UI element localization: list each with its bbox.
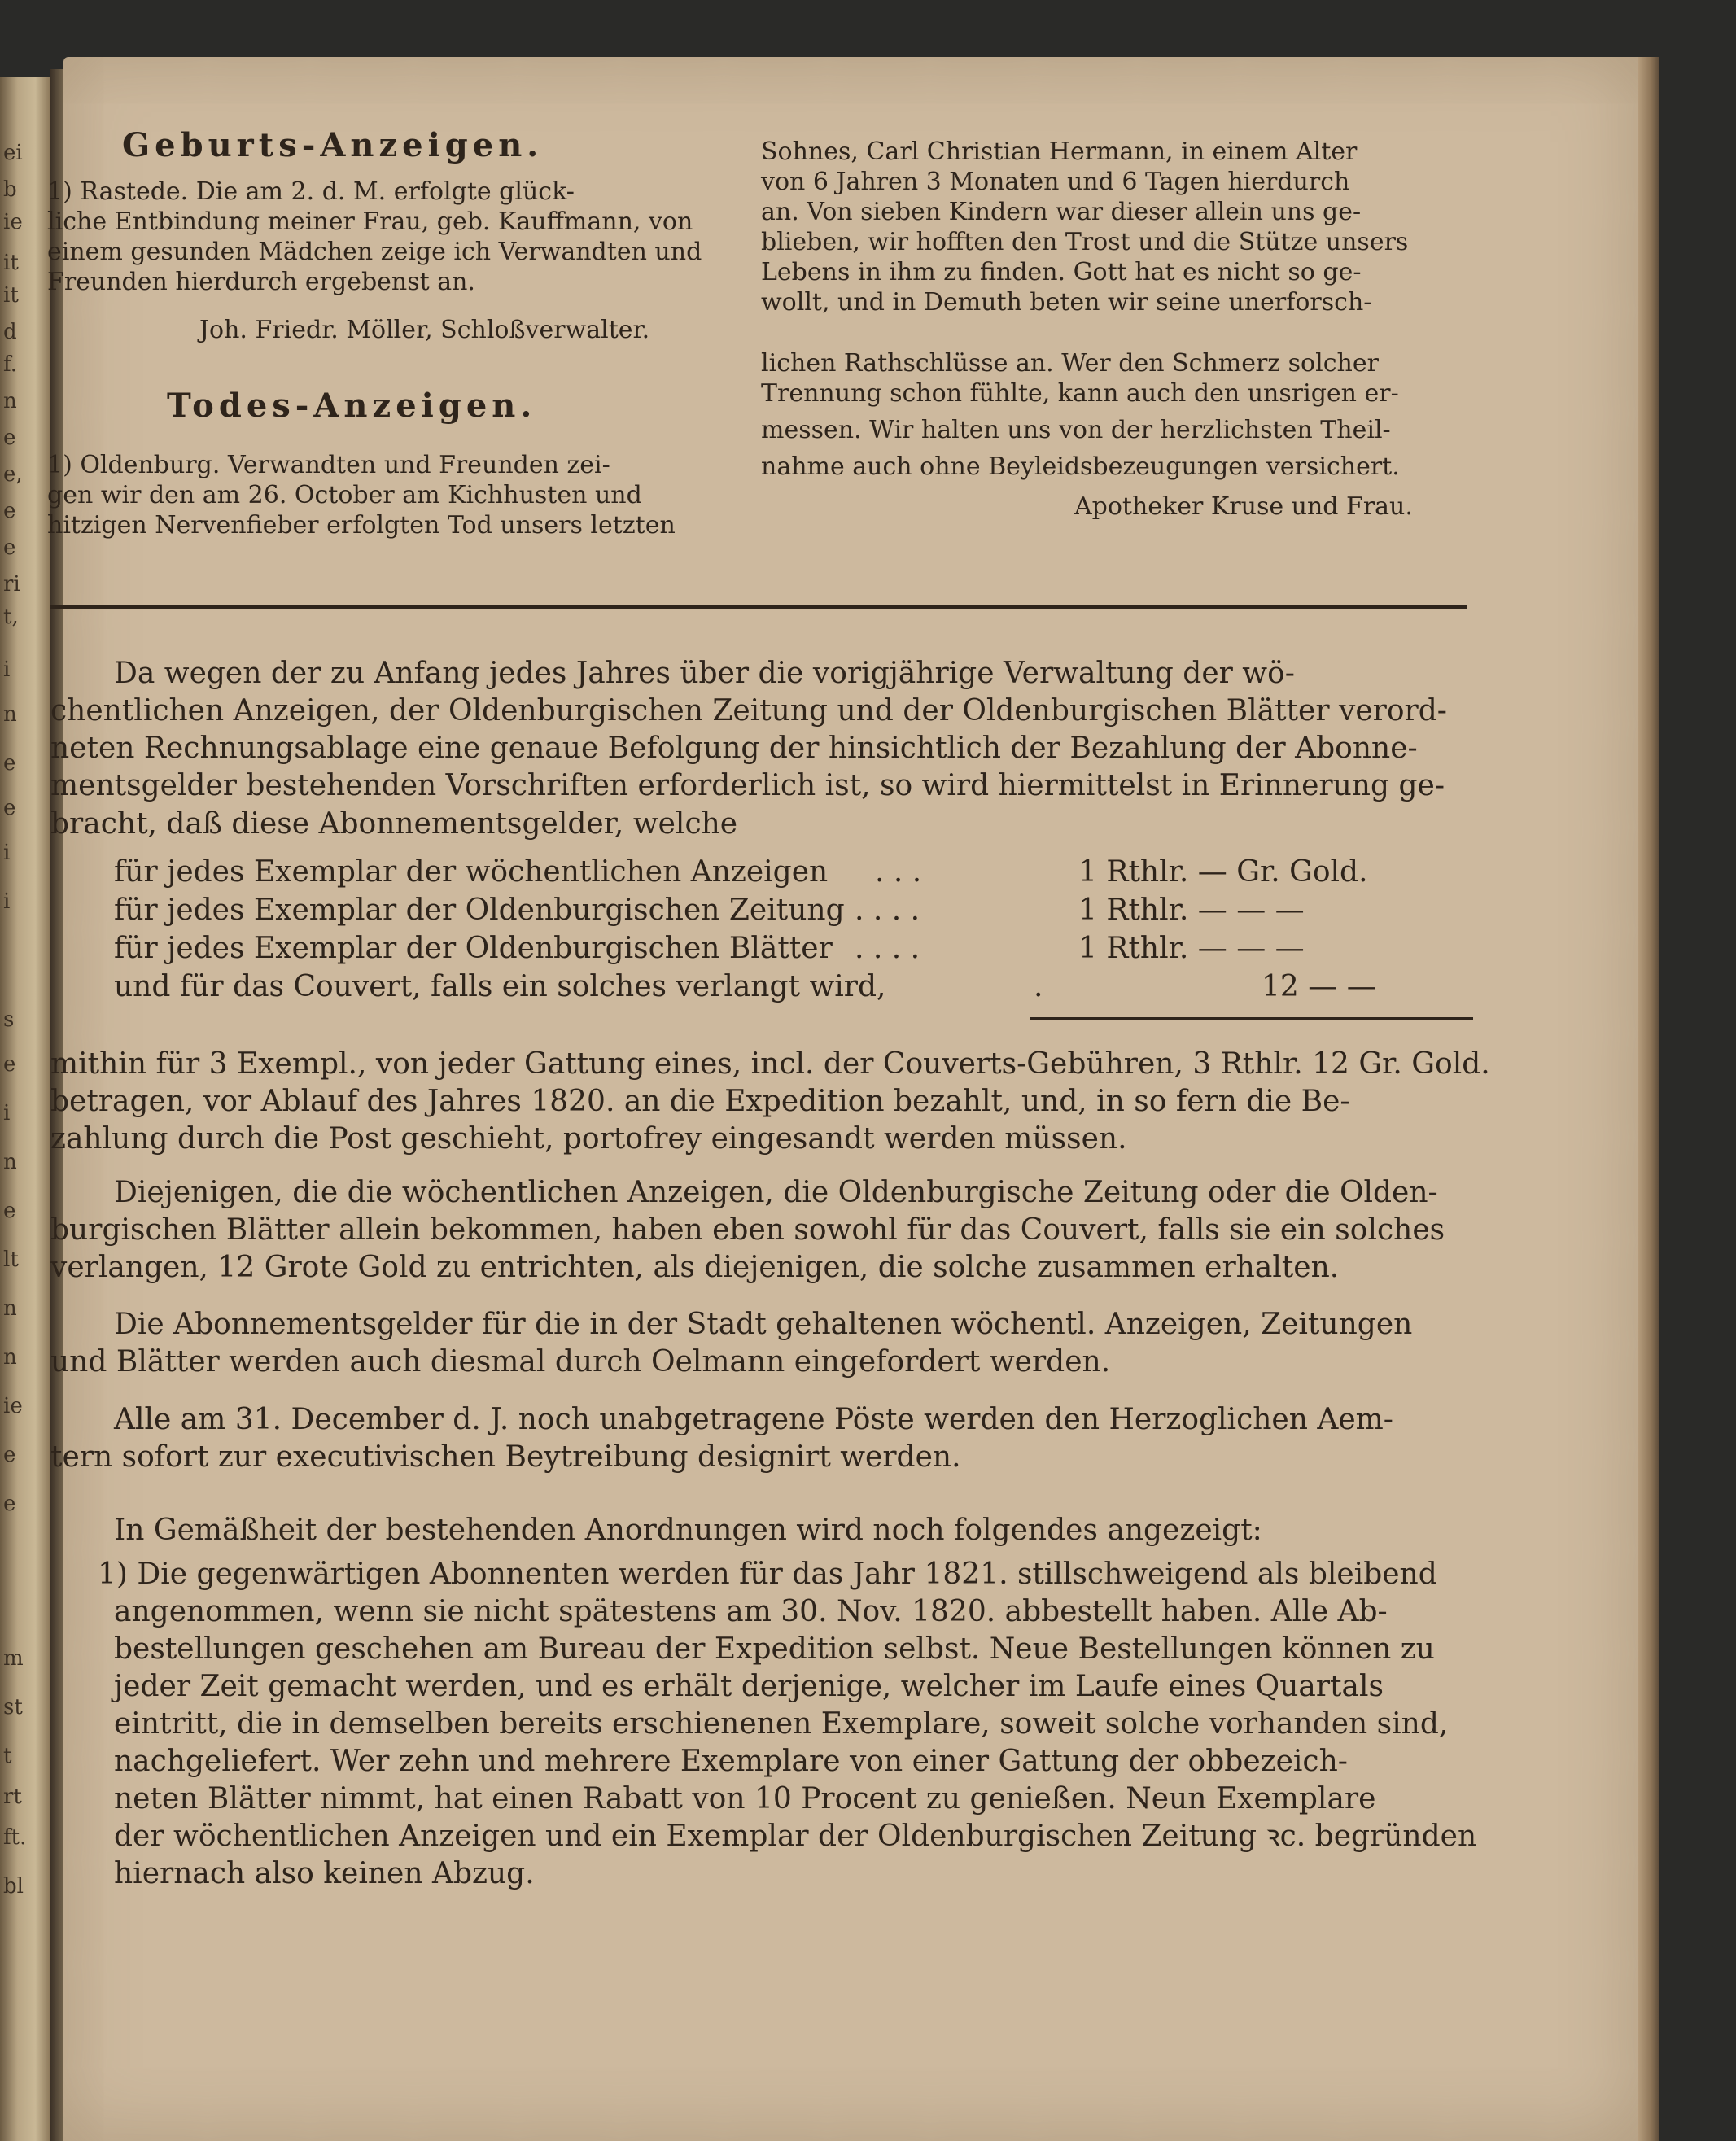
prev-page-fragment: t,: [3, 605, 19, 629]
prev-page-fragment: rt: [3, 1785, 22, 1809]
birth-notice-line: liche Entbindung meiner Frau, geb. Kauffmann, von: [47, 208, 693, 236]
death-notice-line: an. Von sieben Kindern war dieser allein uns ge-: [761, 198, 1362, 226]
notice-intro-line: neten Rechnungsablage eine genaue Befolgung der hinsichtlich der Bezahlung der Abonne-: [50, 732, 1418, 765]
prev-page-fragment: d: [3, 320, 17, 344]
prev-page-fragment: ft.: [3, 1825, 27, 1850]
notice-intro-line: mentsgelder bestehenden Vorschriften erforderlich ist, so wird hiermittelst in Erinnerung ge-: [50, 769, 1445, 802]
death-notice-line: Trennung schon fühlte, kann auch den unsrigen er-: [761, 379, 1399, 408]
fee-label: für jedes Exemplar der wöchentlichen Anzeigen: [114, 855, 829, 889]
prev-page-fragment: st: [3, 1695, 23, 1719]
notice-rules-line: hiernach also keinen Abzug.: [114, 1857, 535, 1890]
notice-total-line: zahlung durch die Post geschieht, portofrey eingesandt werden müssen.: [50, 1122, 1127, 1156]
prev-page-fragment: it: [3, 283, 19, 308]
notice-total-line: betragen, vor Ablauf des Jahres 1820. an die Expedition bezahlt, und, in so fern die Be-: [50, 1085, 1350, 1118]
death-notice-line: nahme auch ohne Beyleidsbezeugungen versichert.: [761, 452, 1400, 481]
section-divider: [50, 605, 1467, 609]
death-notice-line: messen. Wir halten uns von der herzlichsten Theil-: [761, 416, 1391, 444]
prev-page-fragment: i: [3, 841, 11, 865]
prev-page-fragment: ie: [3, 210, 23, 234]
fee-dots: .: [1034, 970, 1043, 1003]
prev-page-fragment: n: [3, 702, 17, 727]
prev-page-fragment: n: [3, 1296, 17, 1321]
notice-couvert-line: Diejenigen, die die wöchentlichen Anzeigen, die Oldenburgische Zeitung oder die Olden-: [114, 1176, 1438, 1209]
notice-rules-line: nachgeliefert. Wer zehn und mehrere Exemplare von einer Gattung der obbezeich-: [114, 1745, 1348, 1778]
prev-page-fragment: bl: [3, 1874, 24, 1898]
fee-amount: 12 — —: [1262, 970, 1376, 1003]
prev-page-fragment: ie: [3, 1394, 23, 1418]
notice-city-line: Die Abonnementsgelder für die in der Stadt gehaltenen wöchentl. Anzeigen, Zeitungen: [114, 1308, 1413, 1341]
notice-rules-line: jeder Zeit gemacht werden, und es erhält derjenige, welcher im Laufe eines Quartals: [114, 1670, 1384, 1703]
death-notice-line: gen wir den am 26. October am Kichhusten und: [47, 481, 642, 509]
prev-page-fragment: i: [3, 1101, 11, 1125]
notice-rules-line: In Gemäßheit der bestehenden Anordnungen wird noch folgendes angezeigt:: [114, 1514, 1262, 1547]
prev-page-fragment: s: [3, 1007, 15, 1032]
fee-row: [114, 854, 1465, 890]
prev-page-fragment: i: [3, 889, 11, 914]
prev-page-fragment: ri: [3, 572, 20, 596]
prev-page-fragment: e: [3, 535, 16, 560]
sum-rule: [1030, 1017, 1473, 1020]
prev-page-fragment: e: [3, 1052, 16, 1077]
death-notice-line: 1) Oldenburg. Verwandten und Freunden zei-: [47, 451, 610, 479]
notice-arrears-line: tern sofort zur executivischen Beytreibung designirt werden.: [50, 1440, 961, 1474]
birth-notice-line: einem gesunden Mädchen zeige ich Verwandten und: [47, 238, 702, 266]
prev-page-fragment: t: [3, 1744, 12, 1768]
prev-page-fragment: m: [3, 1646, 24, 1671]
prev-page-fragment: it: [3, 251, 19, 275]
death-notice-line: Sohnes, Carl Christian Hermann, in einem Alter: [761, 138, 1358, 166]
death-notice-line: blieben, wir hofften den Trost und die Stütze unsers: [761, 228, 1409, 256]
notice-arrears-line: Alle am 31. December d. J. noch unabgetragene Pöste werden den Herzoglichen Aem-: [114, 1403, 1393, 1436]
fee-amount: 1 Rthlr. — Gr. Gold.: [1078, 855, 1368, 889]
fee-amount: 1 Rthlr. — — —: [1078, 894, 1305, 927]
birth-notice-line: Freunden hierdurch ergebenst an.: [47, 268, 475, 296]
notice-intro-line: chentlichen Anzeigen, der Oldenburgischen Zeitung und der Oldenburgischen Blätter verord-: [50, 694, 1447, 728]
notice-rules-line: 1) Die gegenwärtigen Abonnenten werden für das Jahr 1821. stillschweigend als bleibend: [98, 1558, 1437, 1591]
prev-page-fragment: e: [3, 426, 16, 450]
prev-page-fragment: lt: [3, 1247, 19, 1272]
notice-couvert-line: burgischen Blätter allein bekommen, haben eben sowohl für das Couvert, falls sie ein solches: [50, 1213, 1445, 1247]
prev-page-fragment: n: [3, 389, 17, 413]
notice-intro-line: bracht, daß diese Abonnementsgelder, welche: [50, 807, 738, 841]
fee-label: und für das Couvert, falls ein solches verlangt wird,: [114, 970, 886, 1003]
prev-page-fragment: ei: [3, 141, 23, 165]
notice-intro-line: Da wegen der zu Anfang jedes Jahres über die vorigjährige Verwaltung der wö-: [114, 657, 1295, 690]
fee-row: [114, 969, 1465, 1005]
death-notice-line: wollt, und in Demuth beten wir seine unerforsch-: [761, 288, 1372, 317]
fee-label: für jedes Exemplar der Oldenburgischen Zeitung: [114, 894, 845, 927]
death-notice-signature: Apotheker Kruse und Frau.: [1074, 492, 1413, 521]
fee-row: [114, 893, 1465, 928]
previous-page-edge: [0, 77, 50, 2141]
notice-couvert-line: verlangen, 12 Grote Gold zu entrichten, als diejenigen, die solche zusammen erhalten.: [50, 1251, 1340, 1284]
prev-page-fragment: e: [3, 796, 16, 820]
prev-page-fragment: e: [3, 1443, 16, 1467]
notice-rules-line: neten Blätter nimmt, hat einen Rabatt von 10 Procent zu genießen. Neun Exemplare: [114, 1782, 1376, 1815]
prev-page-fragment: e: [3, 751, 16, 776]
prev-page-fragment: e: [3, 1199, 16, 1223]
prev-page-fragment: b: [3, 177, 17, 202]
birth-notice-signature: Joh. Friedr. Möller, Schloßverwalter.: [199, 316, 650, 344]
birth-notices-heading: Geburts-Anzeigen.: [122, 126, 544, 164]
prev-page-fragment: n: [3, 1150, 17, 1174]
prev-page-fragment: f.: [3, 352, 17, 377]
fee-row: [114, 931, 1465, 967]
death-notice-line: von 6 Jahren 3 Monaten und 6 Tagen hierdurch: [761, 168, 1350, 196]
death-notice-line: hitzigen Nervenfieber erfolgten Tod unsers letzten: [47, 511, 676, 540]
fee-dots: . . . .: [855, 932, 920, 965]
notice-city-line: und Blätter werden auch diesmal durch Oelmann eingefordert werden.: [50, 1345, 1111, 1379]
fee-amount: 1 Rthlr. — — —: [1078, 932, 1305, 965]
death-notice-line: lichen Rathschlüsse an. Wer den Schmerz solcher: [761, 349, 1379, 378]
prev-page-fragment: e: [3, 499, 16, 523]
death-notices-heading: Todes-Anzeigen.: [167, 387, 537, 425]
prev-page-fragment: e: [3, 1492, 16, 1516]
prev-page-fragment: e,: [3, 462, 23, 487]
notice-rules-line: der wöchentlichen Anzeigen und ein Exemplar der Oldenburgischen Zeitung ꝛc. begründen: [114, 1820, 1477, 1853]
prev-page-fragment: n: [3, 1345, 17, 1370]
death-notice-line: Lebens in ihm zu finden. Gott hat es nicht so ge-: [761, 258, 1362, 286]
birth-notice-line: 1) Rastede. Die am 2. d. M. erfolgte glück-: [47, 177, 575, 206]
fee-dots: . . . .: [855, 894, 920, 927]
notice-rules-line: bestellungen geschehen am Bureau der Expedition selbst. Neue Bestellungen können zu: [114, 1632, 1435, 1666]
notice-rules-line: eintritt, die in demselben bereits erschienenen Exemplare, soweit solche vorhanden sind,: [114, 1707, 1449, 1741]
page-edge: [1638, 57, 1659, 2141]
fee-dots: . . .: [875, 855, 922, 889]
notice-total-line: mithin für 3 Exempl., von jeder Gattung eines, incl. der Couverts-Gebühren, 3 Rthlr. 12 Gr. Gold.: [50, 1047, 1490, 1081]
prev-page-fragment: i: [3, 658, 11, 682]
fee-label: für jedes Exemplar der Oldenburgischen Blätter: [114, 932, 833, 965]
notice-rules-line: angenommen, wenn sie nicht spätestens am 30. Nov. 1820. abbestellt haben. Alle Ab-: [114, 1595, 1388, 1628]
